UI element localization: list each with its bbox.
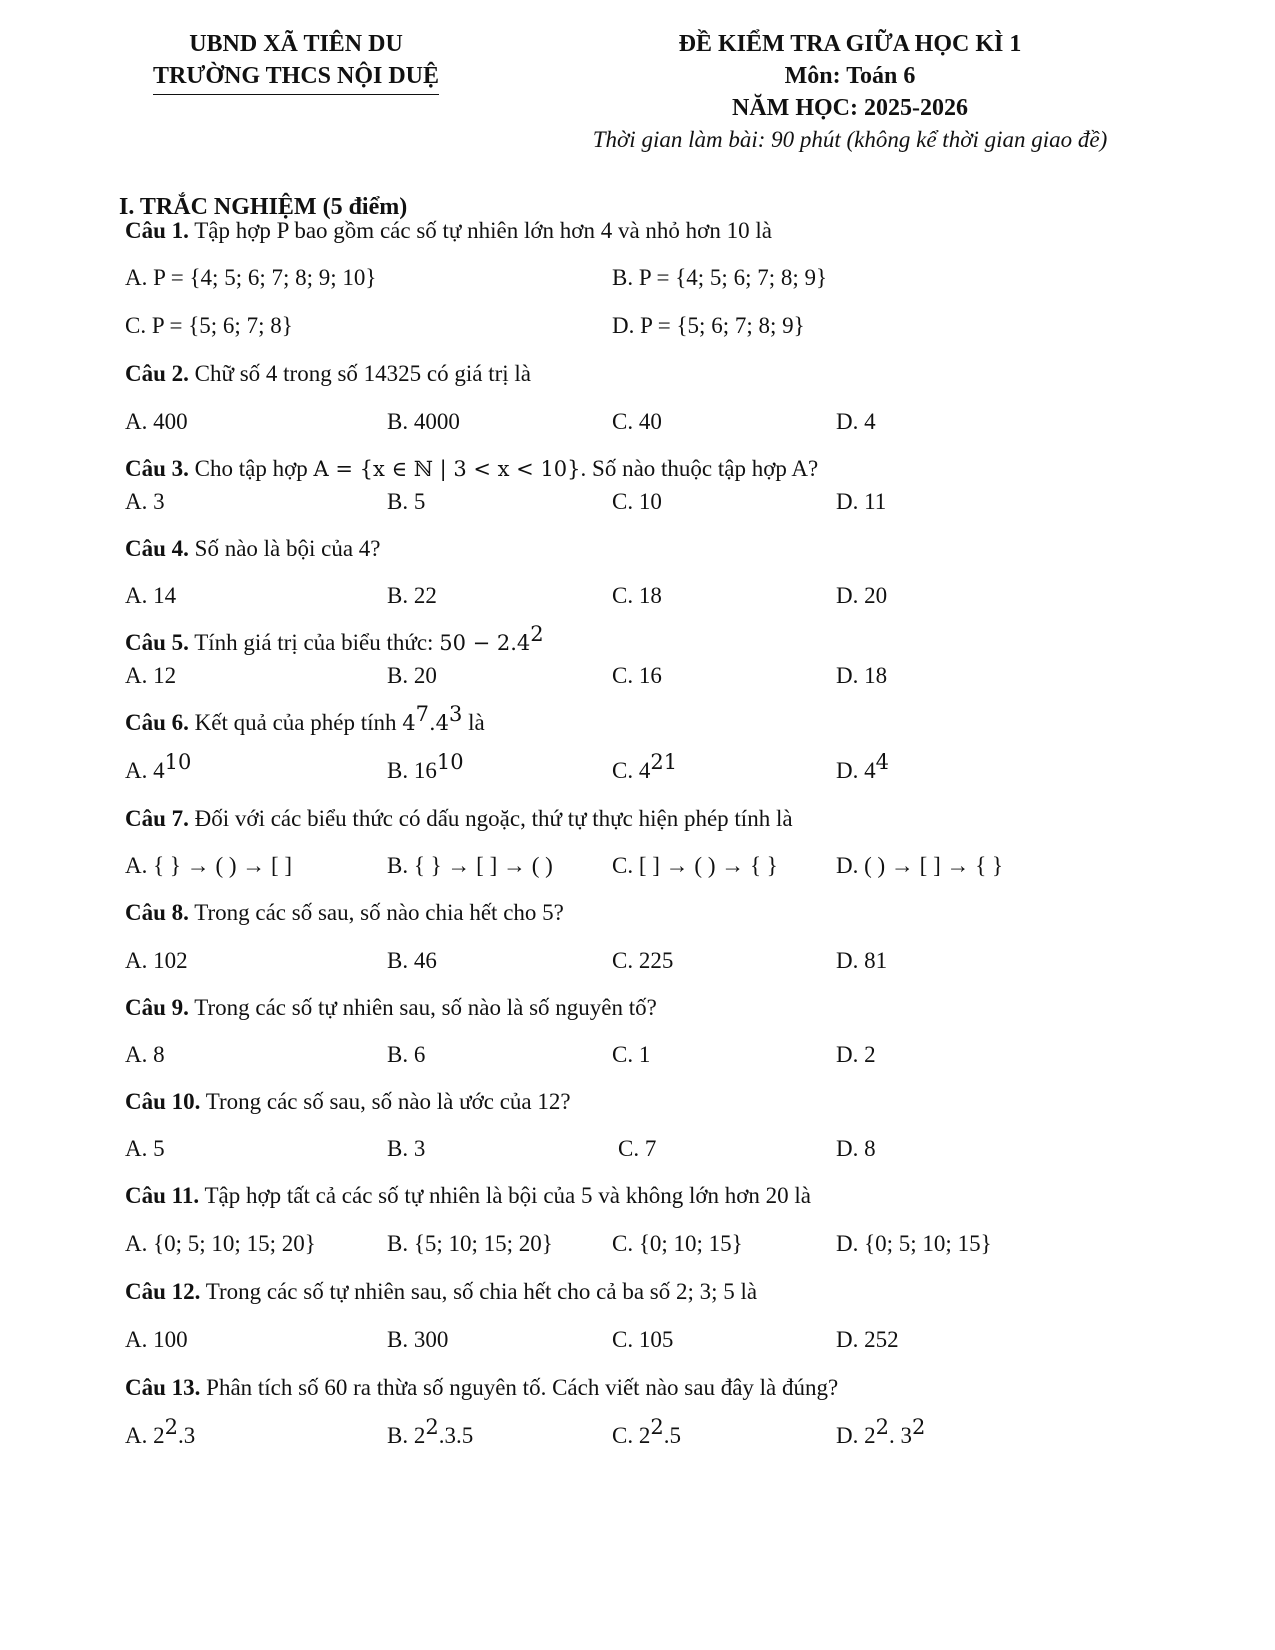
option-b: B. $2^2.3.5$	[387, 1415, 474, 1448]
exponent: 2	[164, 1415, 178, 1439]
option-a: A. 5	[125, 1136, 165, 1161]
question-5	[125, 622, 544, 656]
option-a: A. $2^2.3$	[125, 1415, 196, 1448]
question-8	[125, 900, 564, 926]
section-title: I. TRẮC NGHIỆM (5 điểm)	[119, 194, 408, 220]
question-12	[125, 1279, 757, 1305]
option-b: B. 20	[387, 663, 437, 688]
exponent: 4	[875, 750, 889, 774]
option-d: D. 18	[836, 663, 888, 688]
question-10	[125, 1089, 571, 1115]
set-expression: A = {x ∈ ℕ | 3 < x < 10}	[313, 457, 581, 481]
question-4	[125, 536, 381, 562]
exponent: 2	[530, 622, 544, 646]
option-a: A. P = {4; 5; 6; 7; 8; 9; 10}	[125, 265, 377, 290]
question-number: Câu 12.	[125, 1279, 201, 1304]
question-text: Trong các số tự nhiên sau, số nào là số nguyên tố?	[188, 995, 657, 1020]
power-base: .4	[428, 711, 450, 735]
option-c: C. 16	[612, 663, 662, 688]
option-a: A. $4^{10}$	[125, 750, 192, 783]
question-number: Câu 10.	[125, 1089, 201, 1114]
exponent: 10	[164, 750, 192, 774]
question-text: Số nào là bội của 4?	[188, 536, 381, 561]
option-c: C. 7	[618, 1136, 657, 1161]
question-text: Cho tập hợp	[188, 456, 314, 481]
exam-title: ĐỀ KIỂM TRA GIỮA HỌC KÌ 1	[678, 31, 1022, 57]
question-text-end: . Số nào thuộc tập hợp A?	[580, 456, 819, 481]
question-number: Câu 9.	[125, 995, 189, 1020]
question-text: Kết quả của phép tính	[188, 710, 403, 735]
option-c: C. 10	[612, 489, 662, 514]
option-c: C. $4^{21}$	[612, 750, 678, 783]
question-number: Câu 1.	[125, 218, 189, 243]
option-a: A. 8	[125, 1042, 165, 1067]
expression: 50 − 2.4	[439, 631, 531, 655]
option-c: C. 1	[612, 1042, 651, 1067]
option-d: D. $2^2$. $3^2$	[836, 1415, 926, 1448]
question-11	[125, 1183, 811, 1209]
option-d: D. {0; 5; 10; 15}	[836, 1231, 992, 1256]
exam-header	[560, 28, 1140, 156]
exponent: 3	[449, 702, 463, 726]
question-1	[125, 218, 772, 244]
exponent: 2	[875, 1415, 889, 1439]
option-d: D. 8	[836, 1136, 876, 1161]
question-2	[125, 361, 531, 387]
option-d: D. P = {5; 6; 7; 8; 9}	[612, 313, 805, 338]
option-d: D. $4^4$	[836, 750, 889, 783]
question-text-end: là	[462, 710, 485, 735]
option-a: A. 14	[125, 583, 177, 608]
question-text: Chữ số 4 trong số 14325 có giá trị là	[188, 361, 532, 386]
question-number: Câu 13.	[125, 1375, 201, 1400]
question-number: Câu 11.	[125, 1183, 200, 1208]
question-text: Tập hợp P bao gồm các số tự nhiên lớn hơn 4 và nhỏ hơn 10 là	[188, 218, 772, 243]
option-b: B. 5	[387, 489, 426, 514]
exponent: 2	[425, 1415, 439, 1439]
option-c: C. 105	[612, 1327, 674, 1352]
option-b: B. 6	[387, 1042, 426, 1067]
question-6	[125, 702, 485, 736]
question-text: Trong các số tự nhiên sau, số chia hết cho cả ba số 2; 3; 5 là	[200, 1279, 758, 1304]
option-c: C. 225	[612, 948, 674, 973]
option-b: B. $16^{10}$	[387, 750, 464, 783]
exponent: 10	[436, 750, 464, 774]
option-d: D. 2	[836, 1042, 876, 1067]
option-b: B. 4000	[387, 409, 460, 434]
question-number: Câu 5.	[125, 630, 189, 655]
option-c: C. 40	[612, 409, 662, 434]
option-d: D. 20	[836, 583, 888, 608]
option-b: B. { } → [ ] → ( )	[387, 853, 553, 878]
option-d: D. ( ) → [ ] → { }	[836, 853, 1004, 878]
question-number: Câu 3.	[125, 456, 189, 481]
option-b: B. 3	[387, 1136, 426, 1161]
question-text: Trong các số sau, số nào chia hết cho 5?	[188, 900, 564, 925]
question-number: Câu 2.	[125, 361, 189, 386]
option-b: B. 300	[387, 1327, 449, 1352]
question-number: Câu 8.	[125, 900, 189, 925]
question-3	[125, 456, 818, 482]
exponent: 21	[650, 750, 678, 774]
question-number: Câu 4.	[125, 536, 189, 561]
school-name: TRƯỜNG THCS NỘI DUỆ	[153, 60, 439, 95]
question-number: Câu 7.	[125, 806, 189, 831]
school-year: NĂM HỌC: 2025-2026	[732, 95, 968, 121]
exam-duration: Thời gian làm bài: 90 phút (không kể thời gian giao đề)	[592, 127, 1108, 152]
option-c: C. 18	[612, 583, 662, 608]
exponent: 7	[415, 702, 429, 726]
question-13	[125, 1375, 838, 1401]
exponent: 2	[912, 1415, 926, 1439]
exam-subject: Môn: Toán 6	[784, 63, 916, 89]
option-d: D. 4	[836, 409, 876, 434]
option-b: B. P = {4; 5; 6; 7; 8; 9}	[612, 265, 828, 290]
option-d: D. 81	[836, 948, 888, 973]
question-text: Đối với các biểu thức có dấu ngoặc, thứ tự thực hiện phép tính là	[188, 806, 793, 831]
option-b: B. 46	[387, 948, 437, 973]
commune-name: UBND XÃ TIÊN DU	[189, 31, 403, 57]
option-a: A. { } → ( ) → [ ]	[125, 853, 293, 878]
question-text: Phân tích số 60 ra thừa số nguyên tố. Cách viết nào sau đây là đúng?	[200, 1375, 839, 1400]
option-c: C. {0; 10; 15}	[612, 1231, 743, 1256]
question-text: Tập hợp tất cả các số tự nhiên là bội của 5 và không lớn hơn 20 là	[199, 1183, 812, 1208]
question-text: Tính giá trị của biểu thức:	[188, 630, 440, 655]
exponent: 2	[650, 1415, 664, 1439]
question-7	[125, 806, 793, 832]
option-a: A. 102	[125, 948, 188, 973]
option-d: D. 252	[836, 1327, 899, 1352]
school-header	[140, 28, 452, 95]
option-c: C. $2^2.5$	[612, 1415, 681, 1448]
option-a: A. 3	[125, 489, 165, 514]
question-number: Câu 6.	[125, 710, 189, 735]
option-a: A. 100	[125, 1327, 188, 1352]
option-a: A. {0; 5; 10; 15; 20}	[125, 1231, 316, 1256]
option-a: A. 400	[125, 409, 188, 434]
question-9	[125, 995, 657, 1021]
question-text: Trong các số sau, số nào là ước của 12?	[200, 1089, 571, 1114]
option-b: B. {5; 10; 15; 20}	[387, 1231, 553, 1256]
option-c: C. P = {5; 6; 7; 8}	[125, 313, 293, 338]
power-base: 4	[402, 711, 416, 735]
option-c: C. [ ] → ( ) → { }	[612, 853, 778, 878]
option-b: B. 22	[387, 583, 437, 608]
option-d: D. 11	[836, 489, 887, 514]
option-a: A. 12	[125, 663, 177, 688]
